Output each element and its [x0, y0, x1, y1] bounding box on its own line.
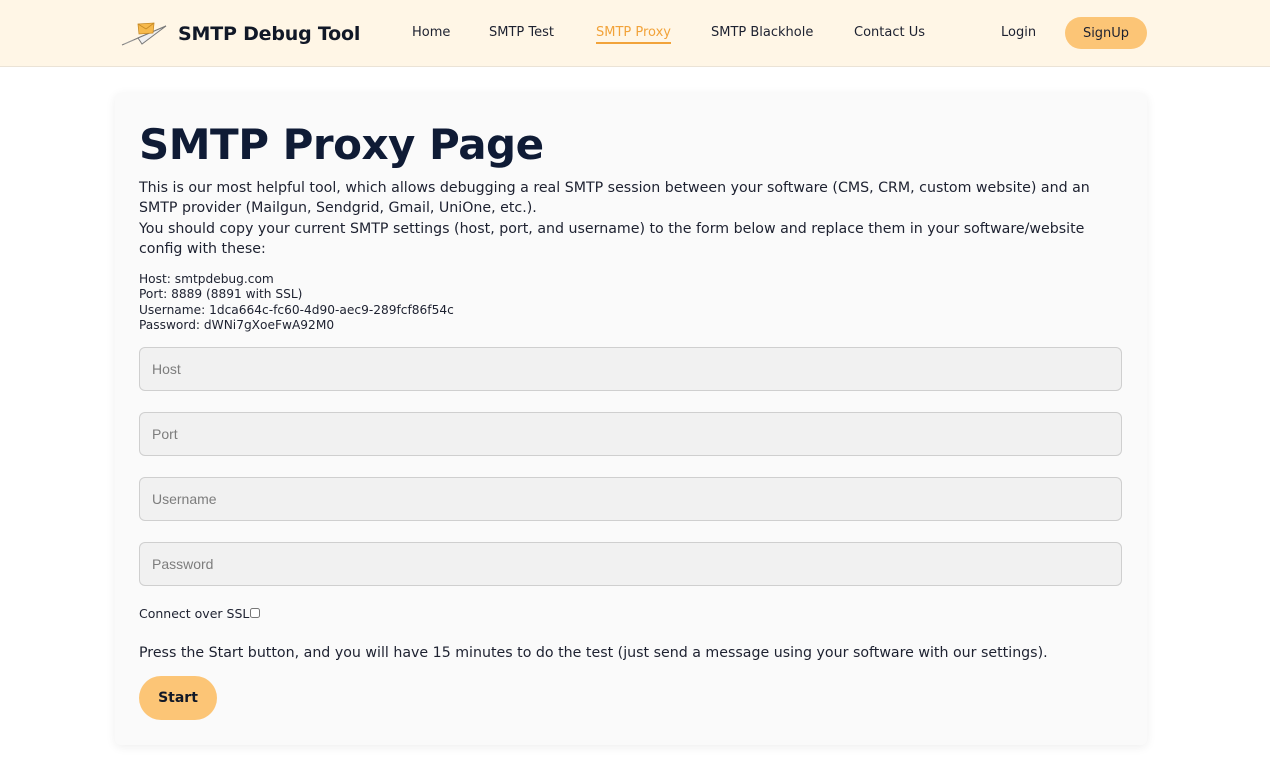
start-note: Press the Start button, and you will have 15 minutes to do the test (just send a message using your software with our settings).: [139, 645, 1048, 661]
username-input[interactable]: [139, 477, 1122, 521]
smtp-proxy-card: [115, 93, 1147, 745]
setting-username: Username: 1dca664c-fc60-4d90-aec9-289fcf86f54c: [139, 302, 454, 317]
ssl-option[interactable]: [139, 606, 260, 621]
setting-password: Password: dWNi7gXoeFwA92M0: [139, 318, 335, 333]
nav-smtp-proxy[interactable]: SMTP Proxy: [596, 25, 671, 44]
proxy-settings: [139, 272, 454, 334]
ssl-label: Connect over SSL: [139, 606, 250, 621]
nav-home[interactable]: Home: [412, 25, 451, 40]
start-button[interactable]: Start: [139, 676, 217, 720]
nav-contact-us[interactable]: Contact Us: [854, 25, 925, 40]
page-title: SMTP Proxy Page: [139, 120, 544, 169]
port-input[interactable]: [139, 412, 1122, 456]
host-input[interactable]: [139, 347, 1122, 391]
setting-port: Port: 8889 (8891 with SSL): [139, 287, 303, 302]
nav-login[interactable]: Login: [1001, 25, 1037, 40]
intro-paragraph-1: This is our most helpful tool, which allows debugging a real SMTP session between your software (CMS, CRM, custom website) and an SMTP provider (Mailgun, Sendgrid, Gmail, UniOne, etc.).: [139, 180, 1090, 217]
nav-smtp-test[interactable]: SMTP Test: [489, 25, 554, 40]
site-header: [0, 0, 1270, 67]
nav-smtp-blackhole[interactable]: SMTP Blackhole: [711, 25, 814, 40]
ssl-checkbox[interactable]: [250, 608, 260, 618]
setting-host: Host: smtpdebug.com: [139, 272, 274, 286]
signup-button[interactable]: SignUp: [1065, 17, 1147, 49]
brand-name: SMTP Debug Tool: [178, 23, 361, 45]
password-input[interactable]: [139, 542, 1122, 586]
intro-text: [139, 178, 1119, 260]
intro-paragraph-2: You should copy your current SMTP settings (host, port, and username) to the form below and replace them in your software/website config with these:: [139, 220, 1085, 258]
